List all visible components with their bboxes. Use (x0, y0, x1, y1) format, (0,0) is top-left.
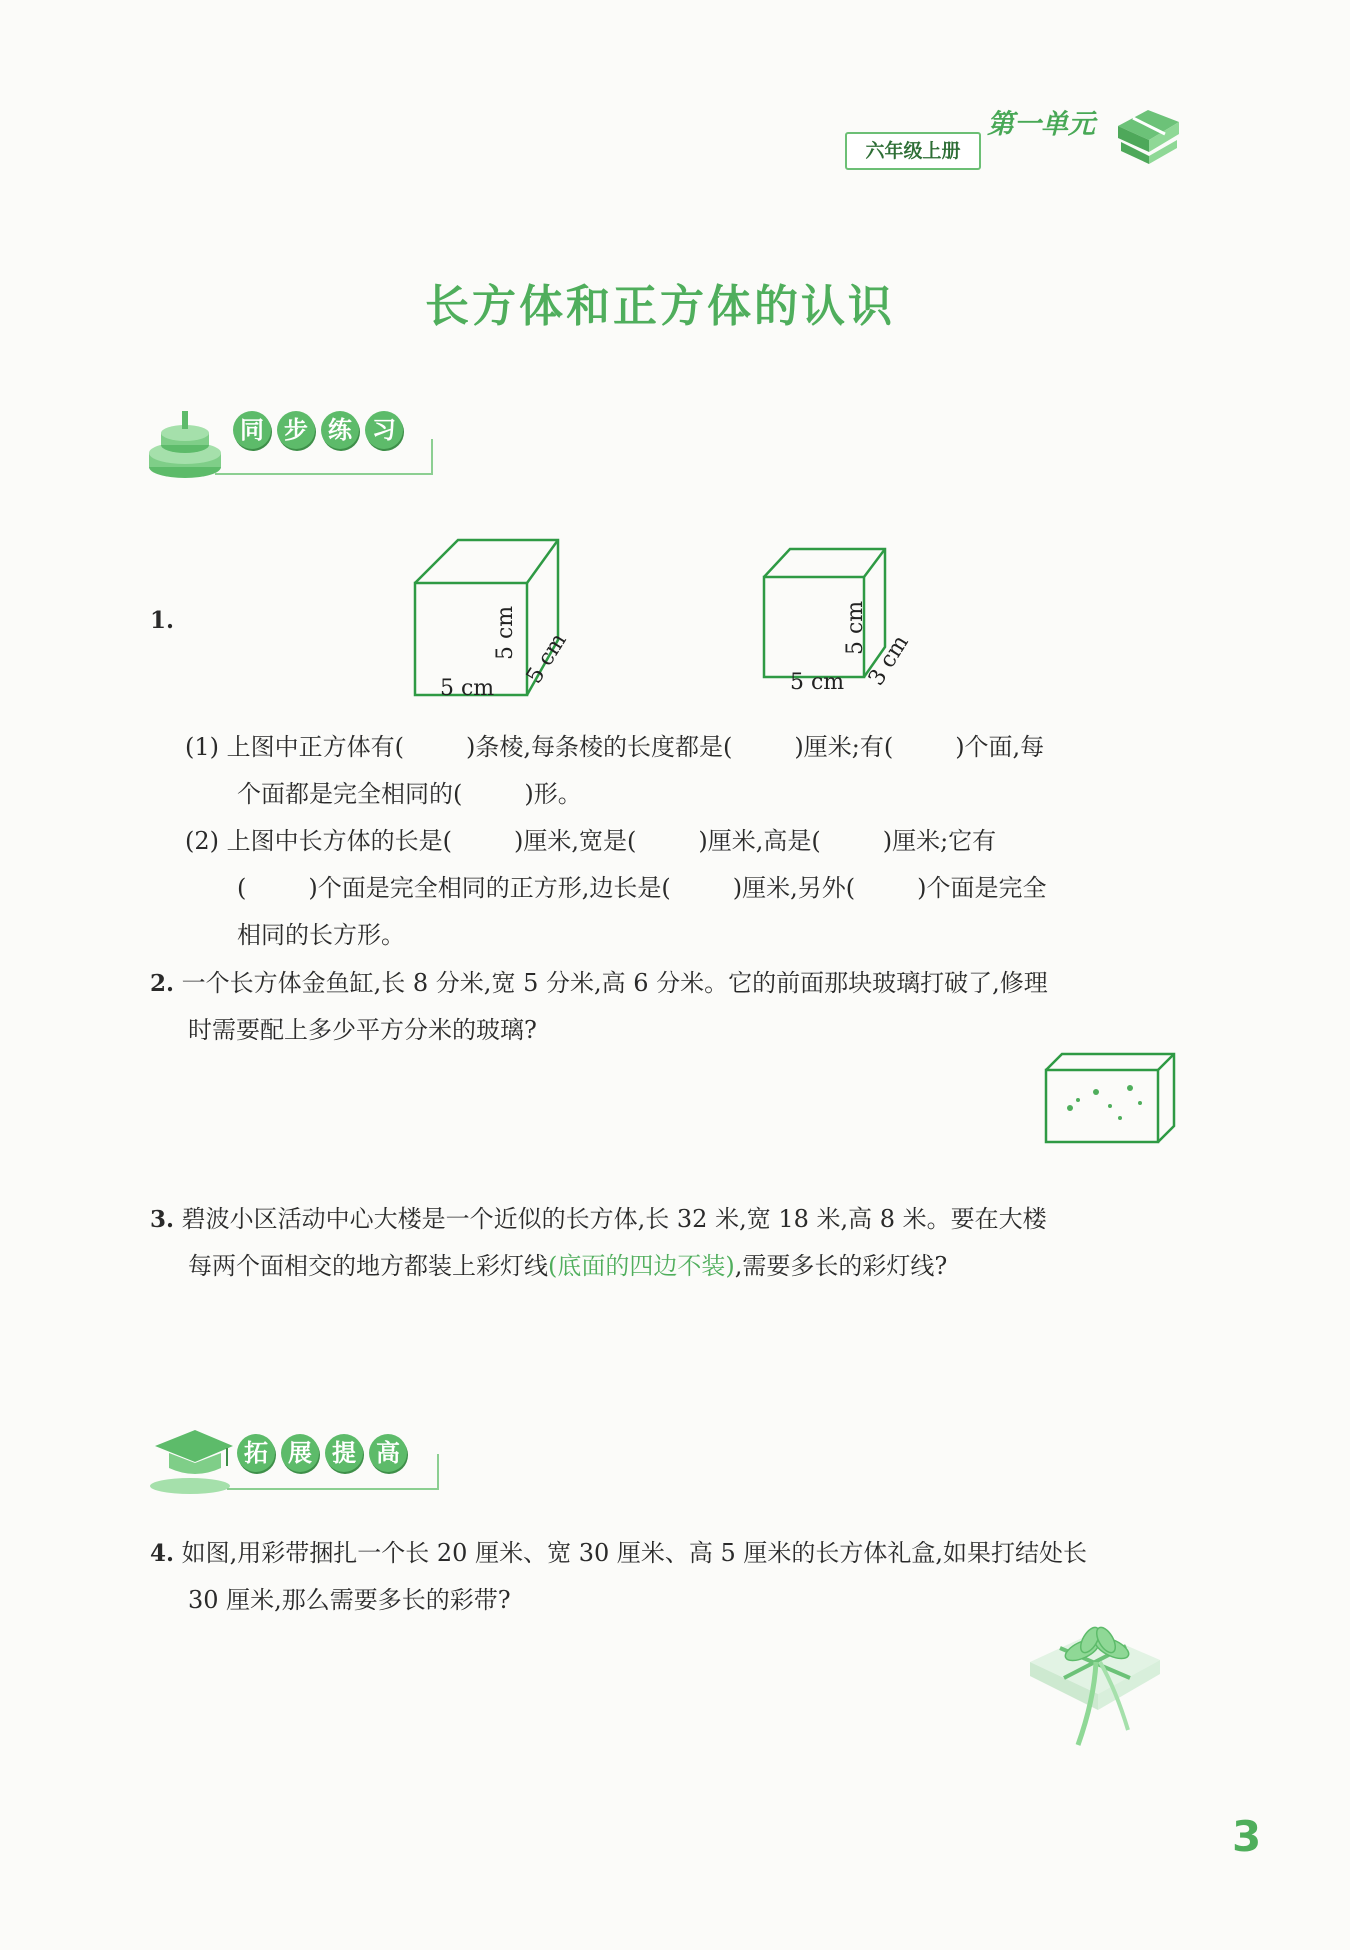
question-2 (150, 960, 1160, 1054)
text-segment: 个面都是完全相同的( (237, 780, 463, 808)
question-1-part-2 (185, 818, 1195, 959)
text-segment: 如图,用彩带捆扎一个长 20 厘米、宽 30 厘米、高 5 厘米的长方体礼盒,如果打结处长 (181, 1539, 1088, 1567)
highlighted-note: (底面的四边不装) (548, 1252, 735, 1280)
text-segment: )厘米,高是( (698, 827, 821, 855)
unit-header-badge (845, 96, 1180, 176)
cube-figure (400, 525, 600, 710)
cube-depth-label: 5 cm (521, 628, 572, 689)
text-segment: )厘米;它有 (882, 827, 997, 855)
text-line (185, 724, 1195, 771)
text-segment: ,需要多长的彩灯线? (734, 1252, 948, 1280)
text-segment: 一个长方体金鱼缸,长 8 分米,宽 5 分米,高 6 分米。它的前面那块玻璃打破了,修理 (181, 969, 1048, 997)
banner-char: 展 (281, 1434, 319, 1472)
text-line (185, 865, 1195, 912)
text-line: 时需要配上多少平方分米的玻璃? (188, 1016, 537, 1044)
books-stack-icon (1113, 96, 1183, 168)
banner-char: 同 (233, 411, 271, 449)
text-segment: 上图中长方体的长是( (226, 827, 453, 855)
section-banner-extension (145, 1420, 435, 1500)
sub-label: (2) (185, 827, 219, 855)
gift-box-figure (1020, 1610, 1170, 1760)
text-segment: )形。 (524, 780, 582, 808)
banner-char: 习 (365, 411, 403, 449)
text-segment: )厘米;有( (794, 733, 894, 761)
banner-text (237, 1434, 407, 1472)
text-line (150, 1243, 1160, 1290)
page-title: 长方体和正方体的认识 (425, 281, 895, 332)
question-3 (150, 1196, 1160, 1290)
graduation-cap-icon (145, 1420, 235, 1500)
banner-char: 高 (369, 1434, 407, 1472)
cuboid-side-label: 5 cm (843, 600, 868, 655)
text-segment: )条棱,每条棱的长度都是( (466, 733, 733, 761)
question-number-3: 3. (150, 1206, 175, 1233)
text-segment: ( (237, 874, 247, 902)
text-line (150, 960, 1160, 1007)
cuboid-depth-label: 3 cm (863, 630, 914, 691)
text-segment: )厘米,宽是( (514, 827, 637, 855)
banner-char: 步 (277, 411, 315, 449)
text-segment: )个面是完全 (917, 874, 1047, 902)
cuboid-figure (750, 535, 940, 700)
banner-char: 练 (321, 411, 359, 449)
fish-tank-figure (1040, 1048, 1180, 1148)
grade-label: 六年级上册 (845, 132, 981, 170)
cuboid-front-label: 5 cm (790, 670, 845, 695)
banner-char: 拓 (237, 1434, 275, 1472)
text-segment: 每两个面相交的地方都装上彩灯线 (188, 1252, 548, 1280)
section-banner-practice (145, 405, 435, 485)
question-number-1: 1. (150, 607, 175, 634)
question-1-part-1 (185, 724, 1195, 818)
text-line (150, 1196, 1160, 1243)
text-line: 30 厘米,那么需要多长的彩带? (188, 1586, 511, 1614)
text-line (150, 1530, 1160, 1577)
cube-side-label: 5 cm (493, 605, 518, 660)
text-line: 相同的长方形。 (237, 921, 405, 949)
text-segment: )厘米,另外( (732, 874, 856, 902)
text-segment: 碧波小区活动中心大楼是一个近似的长方体,长 32 米,宽 18 米,高 8 米。要在大楼 (181, 1205, 1047, 1233)
cake-stack-icon (145, 405, 225, 483)
page-number: 3 (1232, 1812, 1262, 1861)
text-segment: )个面,每 (955, 733, 1045, 761)
question-number-4: 4. (150, 1540, 175, 1567)
unit-label: 第一单元 (987, 109, 1095, 140)
text-segment: )个面是完全相同的正方形,边长是( (308, 874, 671, 902)
banner-text (233, 411, 403, 449)
text-segment: 上图中正方体有( (226, 733, 405, 761)
cube-front-label: 5 cm (440, 676, 495, 701)
text-line (185, 771, 1195, 818)
question-4 (150, 1530, 1160, 1624)
question-number-2: 2. (150, 970, 175, 997)
banner-char: 提 (325, 1434, 363, 1472)
text-line (185, 818, 1195, 865)
sub-label: (1) (185, 733, 219, 761)
